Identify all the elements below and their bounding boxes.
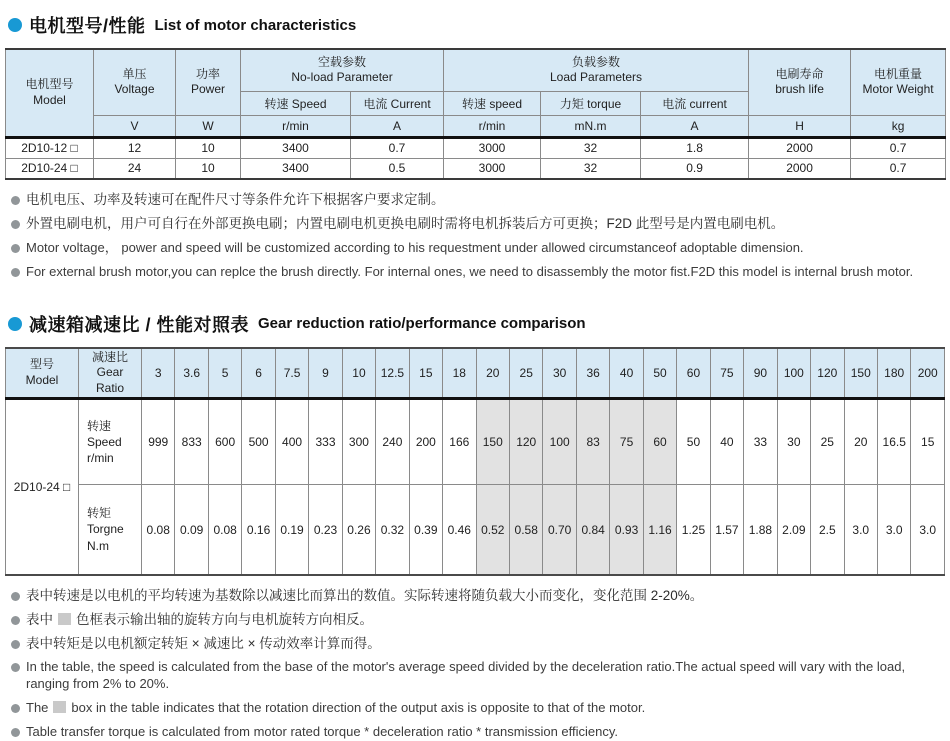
header-voltage	[94, 49, 176, 115]
bullet-icon	[11, 640, 20, 649]
header-power-zh: 功率	[195, 66, 220, 81]
speed-value-cell: 50	[677, 399, 710, 485]
bullet-icon	[11, 728, 20, 737]
cell-brush-life: 2000	[749, 137, 851, 158]
header-voltage-zh: 单压	[122, 66, 147, 81]
cell-brush-life: 2000	[749, 158, 851, 179]
unit-voltage: V	[94, 115, 176, 137]
section1-title-zh: 电机型号/性能	[29, 16, 146, 36]
torque-value-cell: 3.0	[844, 485, 877, 575]
gear-ratio-header: 9	[309, 348, 342, 399]
gear-ratio-header: 120	[811, 348, 844, 399]
speed-label-unit: r/min	[87, 451, 114, 466]
speed-value-cell: 100	[543, 399, 576, 485]
header-load-en: Load Parameters	[550, 70, 643, 85]
cell-model: 2D10-24 □	[6, 158, 94, 179]
gear-table-head-row	[6, 348, 945, 399]
gear-ratio-header: 18	[443, 348, 476, 399]
gear-ratio-header: 3.6	[175, 348, 208, 399]
gear-ratio-header: 12.5	[376, 348, 409, 399]
speed-value-cell: 16.5	[877, 399, 910, 485]
torque-value-cell: 0.08	[208, 485, 241, 575]
torque-row	[6, 485, 945, 575]
table-row	[6, 158, 946, 179]
cell-load-torque: 32	[541, 137, 641, 158]
cell-load-speed: 3000	[444, 137, 541, 158]
torque-value-cell: 0.84	[576, 485, 609, 575]
speed-value-cell: 833	[175, 399, 208, 485]
torque-label-zh: 转矩	[87, 506, 112, 521]
header-noload-speed: 转速 Speed	[241, 91, 351, 115]
header-load-torque: 力矩 torque	[541, 91, 641, 115]
note-zh-2	[11, 216, 945, 233]
speed-value-cell: 75	[610, 399, 643, 485]
cell-weight: 0.7	[851, 137, 946, 158]
cell-noload-speed: 3400	[241, 158, 351, 179]
torque-value-cell: 1.25	[677, 485, 710, 575]
speed-value-cell: 200	[409, 399, 442, 485]
header-voltage-en: Voltage	[114, 82, 155, 97]
gear-ratio-header: 15	[409, 348, 442, 399]
speed-value-cell: 166	[443, 399, 476, 485]
speed-label-en: Speed	[87, 435, 122, 450]
bullet-icon	[11, 704, 20, 713]
unit-load-current: A	[641, 115, 749, 137]
bullet-icon	[11, 616, 20, 625]
header-load-zh: 负载参数	[572, 54, 621, 69]
gear-ratio-table	[5, 347, 945, 576]
speed-value-cell: 40	[710, 399, 743, 485]
header-brush-life	[749, 49, 851, 115]
gear-ratio-header: 75	[710, 348, 743, 399]
cell-noload-speed: 3400	[241, 137, 351, 158]
section2-notes	[11, 588, 945, 741]
bullet-icon	[11, 663, 20, 672]
cell-voltage: 24	[94, 158, 176, 179]
torque-value-cell: 0.19	[275, 485, 308, 575]
speed-value-cell: 83	[576, 399, 609, 485]
gear-ratio-header: 3	[142, 348, 175, 399]
note-en-1	[11, 659, 945, 693]
cell-load-current: 1.8	[641, 137, 749, 158]
torque-value-cell: 3.0	[911, 485, 945, 575]
speed-value-cell: 20	[844, 399, 877, 485]
gear-ratio-header: 200	[911, 348, 945, 399]
gear-ratio-header: 150	[844, 348, 877, 399]
gear-ratio-header: 100	[777, 348, 810, 399]
note-zh-1	[11, 192, 945, 209]
cell-voltage: 12	[94, 137, 176, 158]
gear-ratio-header: 36	[576, 348, 609, 399]
note-text: 外置电刷电机，用户可自行在外部更换电刷；内置电刷电机更换电刷时需将电机拆装后方可更换；F2D 此型号是内置电刷电机。	[26, 215, 785, 231]
cell-weight: 0.7	[851, 158, 946, 179]
cell-noload-current: 0.7	[351, 137, 444, 158]
section1-title-en: List of motor characteristics	[154, 16, 357, 34]
header-noload-en: No-load Parameter	[291, 70, 393, 85]
torque-value-cell: 3.0	[877, 485, 910, 575]
header-model	[6, 49, 94, 137]
note-text	[26, 700, 645, 717]
gear-ratio-header: 25	[509, 348, 542, 399]
speed-value-cell: 60	[643, 399, 676, 485]
speed-value-cell: 999	[142, 399, 175, 485]
header-load-current: 电流 current	[641, 91, 749, 115]
header-noload-zh: 空载参数	[318, 54, 367, 69]
gear-ratio-header: 40	[610, 348, 643, 399]
note-zh-2	[11, 612, 945, 629]
header-noload-group	[241, 49, 444, 91]
note-text: 表中转速是以电机的平均转速为基数除以减速比而算出的数值。实际转速将随负载大小而变化，变化范围 2-20%。	[26, 587, 704, 603]
torque-value-cell: 0.09	[175, 485, 208, 575]
note-text: 电机电压、功率及转速可在配件尺寸等条件允许下根据客户要求定制。	[26, 192, 445, 207]
note-text-pre: 表中	[26, 611, 53, 627]
torque-value-cell: 1.16	[643, 485, 676, 575]
header-weight-zh: 电机重量	[874, 66, 923, 81]
speed-value-cell: 300	[342, 399, 375, 485]
bullet-icon	[11, 592, 20, 601]
torque-value-cell: 0.39	[409, 485, 442, 575]
torque-row-label	[79, 485, 142, 575]
torque-value-cell: 0.32	[376, 485, 409, 575]
note-text: 表中转矩是以电机额定转矩 × 减速比 × 传动效率计算而得。	[26, 635, 381, 651]
unit-noload-speed: r/min	[241, 115, 351, 137]
cell-load-torque: 32	[541, 158, 641, 179]
torque-value-cell: 0.58	[509, 485, 542, 575]
section1-notes	[11, 192, 945, 281]
section1-title	[8, 12, 945, 38]
table-row	[6, 137, 946, 158]
section-bullet-icon	[8, 317, 22, 331]
note-en-1	[11, 240, 945, 257]
section2-title	[8, 311, 945, 337]
speed-value-cell: 150	[476, 399, 509, 485]
gear-ratio-header: 90	[744, 348, 777, 399]
speed-row	[6, 399, 945, 485]
note-zh-1	[11, 588, 945, 605]
note-text-pre: The	[26, 700, 49, 716]
gear-ratio-header: 50	[643, 348, 676, 399]
gear-ratio-header: 30	[543, 348, 576, 399]
torque-value-cell: 0.16	[242, 485, 275, 575]
torque-value-cell: 0.93	[610, 485, 643, 575]
torque-value-cell: 1.57	[710, 485, 743, 575]
cell-power: 10	[176, 158, 241, 179]
header-gear-model-zh: 型号	[29, 357, 54, 372]
section2-title-zh: 减速箱减速比 / 性能对照表	[29, 314, 250, 335]
torque-value-cell: 0.26	[342, 485, 375, 575]
note-text: Table transfer torque is calculated from motor rated torque * deceleration ratio * transmission efficiency.	[26, 724, 619, 740]
speed-value-cell: 240	[376, 399, 409, 485]
header-gear-ratio	[79, 348, 142, 399]
section2-title-en: Gear reduction ratio/performance comparison	[258, 315, 586, 333]
torque-label-en: Torgne	[87, 522, 124, 537]
cell-noload-current: 0.5	[351, 158, 444, 179]
torque-value-cell: 2.5	[811, 485, 844, 575]
note-en-2	[11, 264, 945, 281]
speed-value-cell: 500	[242, 399, 275, 485]
cell-power: 10	[176, 137, 241, 158]
header-motor-weight	[851, 49, 946, 115]
gear-ratio-header: 10	[342, 348, 375, 399]
unit-noload-current: A	[351, 115, 444, 137]
header-brush-zh: 电刷寿命	[775, 66, 824, 81]
speed-value-cell: 33	[744, 399, 777, 485]
note-text	[26, 612, 373, 629]
torque-value-cell: 0.52	[476, 485, 509, 575]
gear-ratio-header: 6	[242, 348, 275, 399]
unit-load-torque: mN.m	[541, 115, 641, 137]
note-en-3	[11, 724, 945, 741]
speed-value-cell: 25	[811, 399, 844, 485]
gray-box-swatch	[53, 701, 66, 713]
speed-value-cell: 30	[777, 399, 810, 485]
cell-load-speed: 3000	[444, 158, 541, 179]
note-text-post: 色框表示输出轴的旋转方向与电机旋转方向相反。	[76, 611, 373, 627]
bullet-icon	[11, 244, 20, 253]
torque-value-cell: 0.46	[443, 485, 476, 575]
header-load-speed: 转速 speed	[444, 91, 541, 115]
header-gear-ratio-zh: 减速比	[91, 349, 128, 364]
header-model-zh: 电机型号	[25, 77, 74, 92]
motor-characteristics-table	[5, 48, 946, 180]
note-zh-3	[11, 636, 945, 653]
torque-value-cell: 0.23	[309, 485, 342, 575]
speed-label-zh: 转速	[87, 419, 112, 434]
torque-value-cell: 0.70	[543, 485, 576, 575]
gray-box-swatch	[58, 613, 71, 625]
header-noload-current: 电流 Current	[351, 91, 444, 115]
note-text: Motor voltage， power and speed will be customized according to his requestment under allowed circumstanceof adoptable dimension.	[26, 239, 804, 255]
header-gear-model-en: Model	[25, 372, 59, 387]
header-model-en: Model	[33, 92, 66, 107]
unit-load-speed: r/min	[444, 115, 541, 137]
gear-ratio-header: 20	[476, 348, 509, 399]
speed-value-cell: 600	[208, 399, 241, 485]
header-power	[176, 49, 241, 115]
note-text: For external brush motor,you can replce the brush directly. For internal ones, we need to disassembly the motor fist.F2D this model is internal brush motor.	[26, 263, 914, 279]
speed-row-label	[79, 399, 142, 485]
unit-brush-life: H	[749, 115, 851, 137]
speed-value-cell: 120	[509, 399, 542, 485]
torque-value-cell: 0.08	[142, 485, 175, 575]
cell-model: 2D10-12 □	[6, 137, 94, 158]
cell-load-current: 0.9	[641, 158, 749, 179]
gear-ratio-header: 60	[677, 348, 710, 399]
unit-power: W	[176, 115, 241, 137]
header-power-en: Power	[190, 82, 225, 97]
section-bullet-icon	[8, 18, 22, 32]
header-gear-ratio-en: Gear Ratio	[95, 365, 124, 395]
torque-value-cell: 2.09	[777, 485, 810, 575]
header-weight-en: Motor Weight	[862, 82, 934, 97]
note-text-post: box in the table indicates that the rotation direction of the output axis is opposite to that of the motor.	[71, 700, 646, 716]
cell-gear-model: 2D10-24 □	[6, 399, 79, 575]
header-load-group	[444, 49, 749, 91]
header-gear-model	[6, 348, 79, 399]
torque-label-unit: N.m	[87, 538, 109, 553]
speed-value-cell: 400	[275, 399, 308, 485]
bullet-icon	[11, 220, 20, 229]
bullet-icon	[11, 268, 20, 277]
note-en-2	[11, 700, 945, 717]
bullet-icon	[11, 196, 20, 205]
unit-weight: kg	[851, 115, 946, 137]
gear-ratio-header: 7.5	[275, 348, 308, 399]
speed-value-cell: 333	[309, 399, 342, 485]
gear-ratio-header: 5	[208, 348, 241, 399]
header-brush-en: brush life	[775, 82, 824, 97]
torque-value-cell: 1.88	[744, 485, 777, 575]
note-text: In the table, the speed is calculated from the base of the motor's average speed divided by the deceleration ratio.The actual speed will vary with the load, ranging from 2% to 20%.	[26, 659, 906, 692]
gear-ratio-header: 180	[877, 348, 910, 399]
speed-value-cell: 15	[911, 399, 945, 485]
